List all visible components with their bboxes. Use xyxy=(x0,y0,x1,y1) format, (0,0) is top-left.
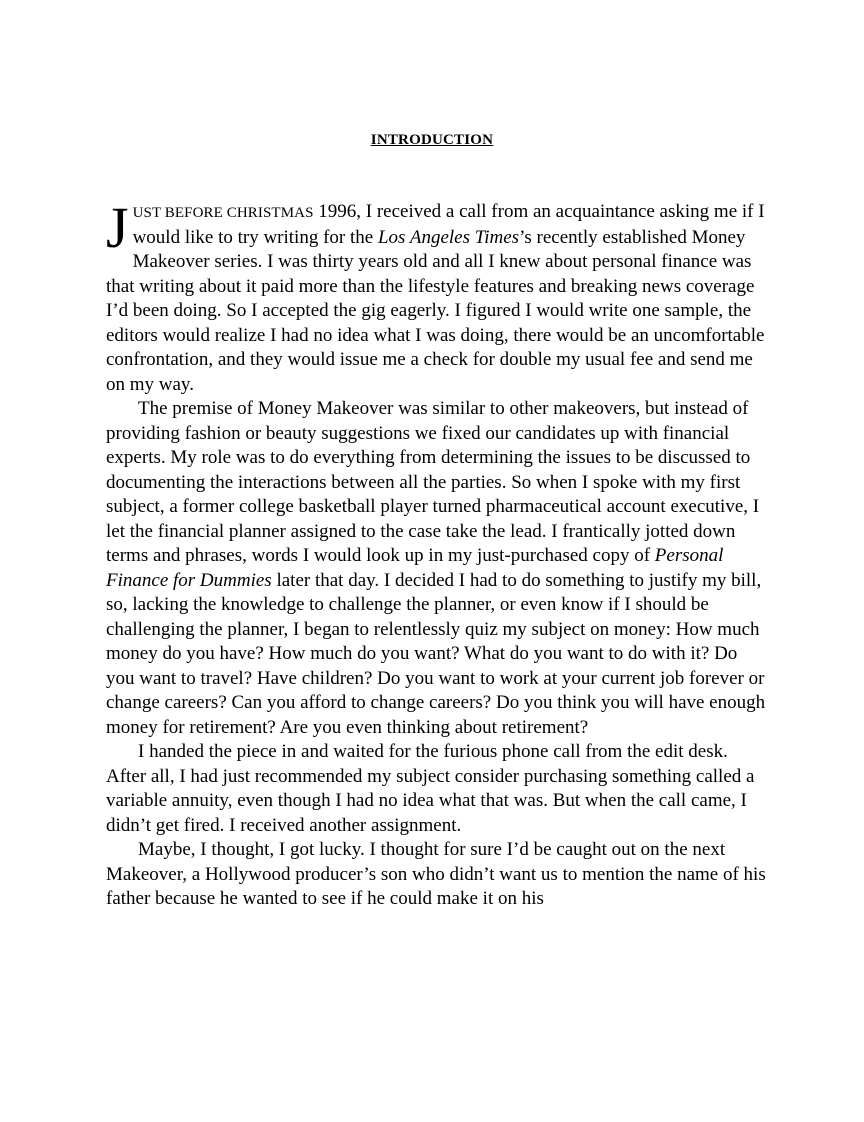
chapter-heading: INTRODUCTION xyxy=(370,132,494,148)
paragraph-2-text-a: The premise of Money Makeover was similar to other makeovers, but instead of providing fashion or beauty suggestions we fixed our candidates up with financial experts. My role was to do everything from determining the issues to be discussed to documenting the interactions between all the parties. So when I spoke with my first subject, a former college basketball player turned pharmaceutical account executive, I let the financial planner assigned to the case take the lead. I frantically jotted down terms and phrases, words I would look up in my just-purchased copy of xyxy=(106,398,760,566)
paragraph-1 xyxy=(106,195,766,397)
small-caps-lead: UST BEFORE CHRISTMAS xyxy=(132,205,314,221)
body-text xyxy=(106,195,766,912)
paragraph-2 xyxy=(106,397,766,740)
newspaper-title: Los Angeles Times xyxy=(377,226,520,248)
paragraph-3: I handed the piece in and waited for the furious phone call from the edit desk. After all, I had just recommended my subject consider purchasing something called a variable annuity, even though I had no idea what that was. But when the call came, I didn’t get fired. I received another assignment. xyxy=(106,741,755,836)
drop-cap-letter: J xyxy=(106,195,129,260)
paragraph-1-text-a: 1996, I received a call from an acquaintance asking me if I would like to try writing for the xyxy=(132,201,765,248)
paragraph-4: Maybe, I thought, I got lucky. I thought for sure I’d be caught out on the next Makeover, a Hollywood producer’s son who didn’t want us to mention the name of his father because he wanted to see if he could make it on his xyxy=(106,839,766,909)
paragraph-2-text-b: later that day. I decided I had to do something to justify my bill, so, lacking the knowledge to challenge the planner, or even know if I should be challenging the planner, I began to relentlessly quiz my subject on money: How much money do you have? How much do you want? What do you want to do with it? Do you want to travel? Have children? Do you want to work at your current job forever or change careers? Can you afford to change careers? Do you think you will have enough money for retirement? Are you even thinking about retirement? xyxy=(106,569,766,738)
book-title: Personal Finance for Dummies xyxy=(106,545,724,591)
paragraph-1-text-b: ’s recently established Money Makeover series. I was thirty years old and all I knew about personal finance was that writing about it paid more than the lifestyle features and breaking news coverage I’d been doing. So I accepted the gig eagerly. I figured I would write one sample, the editors would realize I had no idea what I was doing, there would be an uncomfortable confrontation, and they would issue me a check for double my usual fee and send me on my way. xyxy=(106,226,765,395)
